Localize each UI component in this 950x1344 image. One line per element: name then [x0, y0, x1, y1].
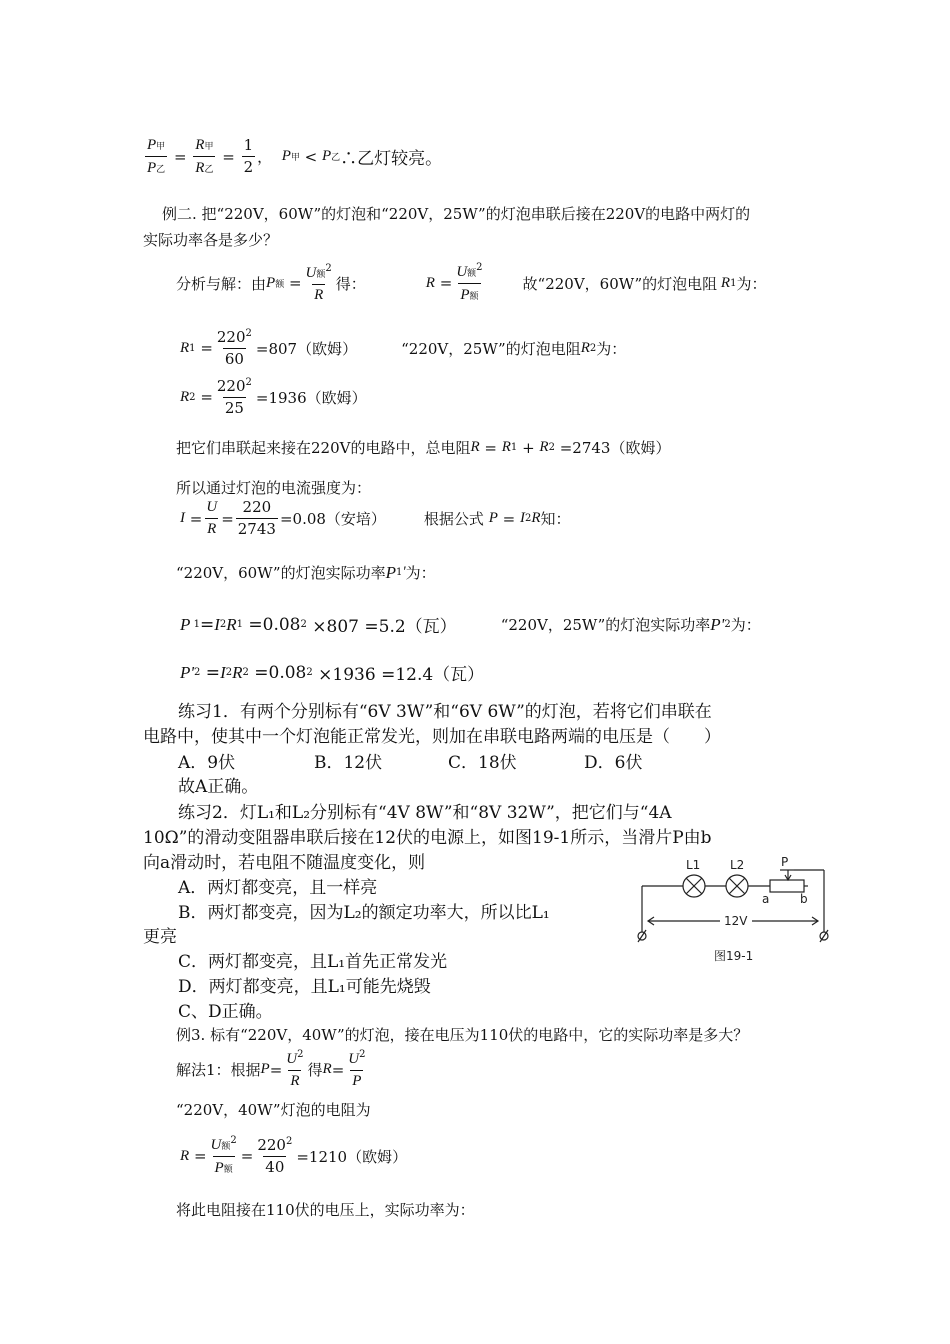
- r1-fraction: $\frac{220^2}{60}$: [216, 328, 252, 369]
- label-p: P: [781, 855, 789, 869]
- exercise2-line2: 10Ω”的滑动变阻器串联后接在12伏的电源上，如图19-1所示，当滑片P由b: [143, 828, 712, 848]
- current-line: I = $\frac{U}{R}$ = $\frac{220}{2743}$ =0.08（安培） 根据公式 P = I 2 R 知：: [180, 498, 571, 539]
- exercise2-line3: 向a滑动时，若电阻不随温度变化，则: [143, 853, 426, 873]
- rheostat-icon: [770, 880, 804, 892]
- example2-line2: 实际功率各是多少？: [143, 231, 279, 249]
- analysis-line: 分析与解：由 P 额 = $\frac{U额^2}{R}$ 得： R = $\frac{U额^2}{\text{P额}}$ 故“220V，60W”的灯泡电阻 R 1 为：: [176, 262, 767, 304]
- r2-fraction: $\frac{220^2}{25}$: [216, 377, 252, 418]
- resistance-calc-line: R = $\frac{U额^2}{\text{P额}}$ = $\frac{220^2}{40}$ =1210（欧姆）: [180, 1135, 408, 1177]
- label-b: b: [800, 892, 808, 906]
- example3-line1: 例3. 标有“220V，40W”的灯泡，接在电压为110伏的电路中，它的实际功率是多大？: [176, 1026, 749, 1044]
- ratio-line: $\frac{\text{P甲}}{\text{P乙}}$ = $\frac{\text{R甲}}{\text{R乙}}$ = $\frac{1}{2}$ ， P 甲 < P 乙 ∴乙灯较亮。: [147, 136, 443, 177]
- series-line: 把它们串联起来接在220V的电路中，总电阻 R = R 1 + R 2 =2743（欧姆）: [176, 438, 671, 457]
- label-l1: L1: [686, 858, 701, 872]
- exercise2-option-d: D．两灯都变亮，且L₁可能先烧毁: [178, 977, 431, 997]
- exercise1-option-b: B．12伏: [314, 753, 383, 773]
- apply-line: 将此电阻接在110伏的电压上，实际功率为：: [176, 1201, 475, 1219]
- power-formula-fraction: $\frac{U^2}{R}$: [286, 1049, 304, 1090]
- half-fraction: $\frac{1}{2}$: [243, 136, 254, 177]
- resistance-ratio-fraction: $\frac{\text{R甲}}{\text{R乙}}$: [195, 137, 214, 177]
- exercise2-option-c: C．两灯都变亮，且L₁首先正常发光: [178, 952, 448, 972]
- current-fraction-numeric: $\frac{220}{2743}$: [237, 498, 276, 539]
- label-voltage: 12V: [724, 914, 748, 928]
- circuit-figure-19-1: [628, 850, 834, 966]
- resistance-fraction: $\frac{U额^2}{\text{P额}}$: [456, 262, 483, 304]
- r1-line: R 1 = $\frac{220^2}{60}$ =807（欧姆） “220V，25W”的灯泡电阻 R 2 为：: [180, 328, 627, 369]
- rated-resistance-fraction: $\frac{U额^2}{\text{P额}}$: [210, 1135, 237, 1177]
- current-intro: 所以通过灯泡的电流强度为：: [176, 479, 372, 497]
- exercise1-option-c: C．18伏: [448, 753, 517, 773]
- exercise2-option-b-cont: 更亮: [143, 927, 177, 947]
- rated-power-fraction: $\frac{U额^2}{R}$: [305, 262, 332, 303]
- figure-caption: 图19-1: [714, 949, 754, 963]
- exercise1-line1: 练习1．有两个分别标有“6V 3W”和“6V 6W”的灯泡，若将它们串联在: [178, 702, 712, 722]
- p1-intro-line: “220V，60W”的灯泡实际功率 P 1 ' 为：: [176, 562, 436, 582]
- exercise2-line1: 练习2．灯L₁和L₂分别标有“4V 8W”和“8V 32W”，把它们与“4A: [178, 803, 672, 823]
- numeric-resistance-fraction: $\frac{220^2}{40}$: [257, 1136, 293, 1177]
- conclusion-text: ∴乙灯较亮。: [340, 149, 443, 170]
- method1-line: 解法1：根据 P = $\frac{U^2}{R}$ 得 R = $\frac{U^2}{P}$: [176, 1049, 366, 1090]
- label-a: a: [762, 892, 770, 906]
- current-fraction-symbolic: $\frac{U}{R}$: [206, 499, 218, 538]
- exercise1-option-d: D．6伏: [584, 753, 643, 773]
- exercise2-option-b: B．两灯都变亮，因为L₂的额定功率大，所以比L₁: [178, 903, 550, 923]
- exercise1-answer: 故A正确。: [178, 777, 259, 797]
- p2-calc-line: P ' 2 = I 2 R 2 =0.08 2 ×1936 =12.4（瓦）: [180, 662, 485, 685]
- power-ratio-fraction: $\frac{\text{P甲}}{\text{P乙}}$: [147, 137, 166, 177]
- exercise2-answer: C、D正确。: [178, 1002, 273, 1022]
- exercise2-option-a: A．两灯都变亮，且一样亮: [178, 878, 378, 898]
- resistance-formula-fraction: $\frac{U^2}{P}$: [348, 1049, 366, 1090]
- exercise1-option-a: A．9伏: [178, 753, 236, 773]
- p1-calc-line: P 1 = I 2 R 1 =0.08 2 ×807 =5.2（瓦） “220V，25W”的灯泡实际功率 P ' 2 为：: [180, 614, 761, 637]
- label-l2: L2: [730, 858, 745, 872]
- r2-line: R 2 = $\frac{220^2}{25}$ =1936（欧姆）: [180, 377, 367, 418]
- exercise1-line2: 电路中，使其中一个灯泡能正常发光，则加在串联电路两端的电压是（ ）: [143, 727, 721, 747]
- resistance-intro: “220V，40W”灯泡的电阻为: [176, 1101, 371, 1119]
- example2-line1: 例二. 把“220V，60W”的灯泡和“220V，25W”的灯泡串联后接在220V的电路中两灯的: [162, 205, 751, 223]
